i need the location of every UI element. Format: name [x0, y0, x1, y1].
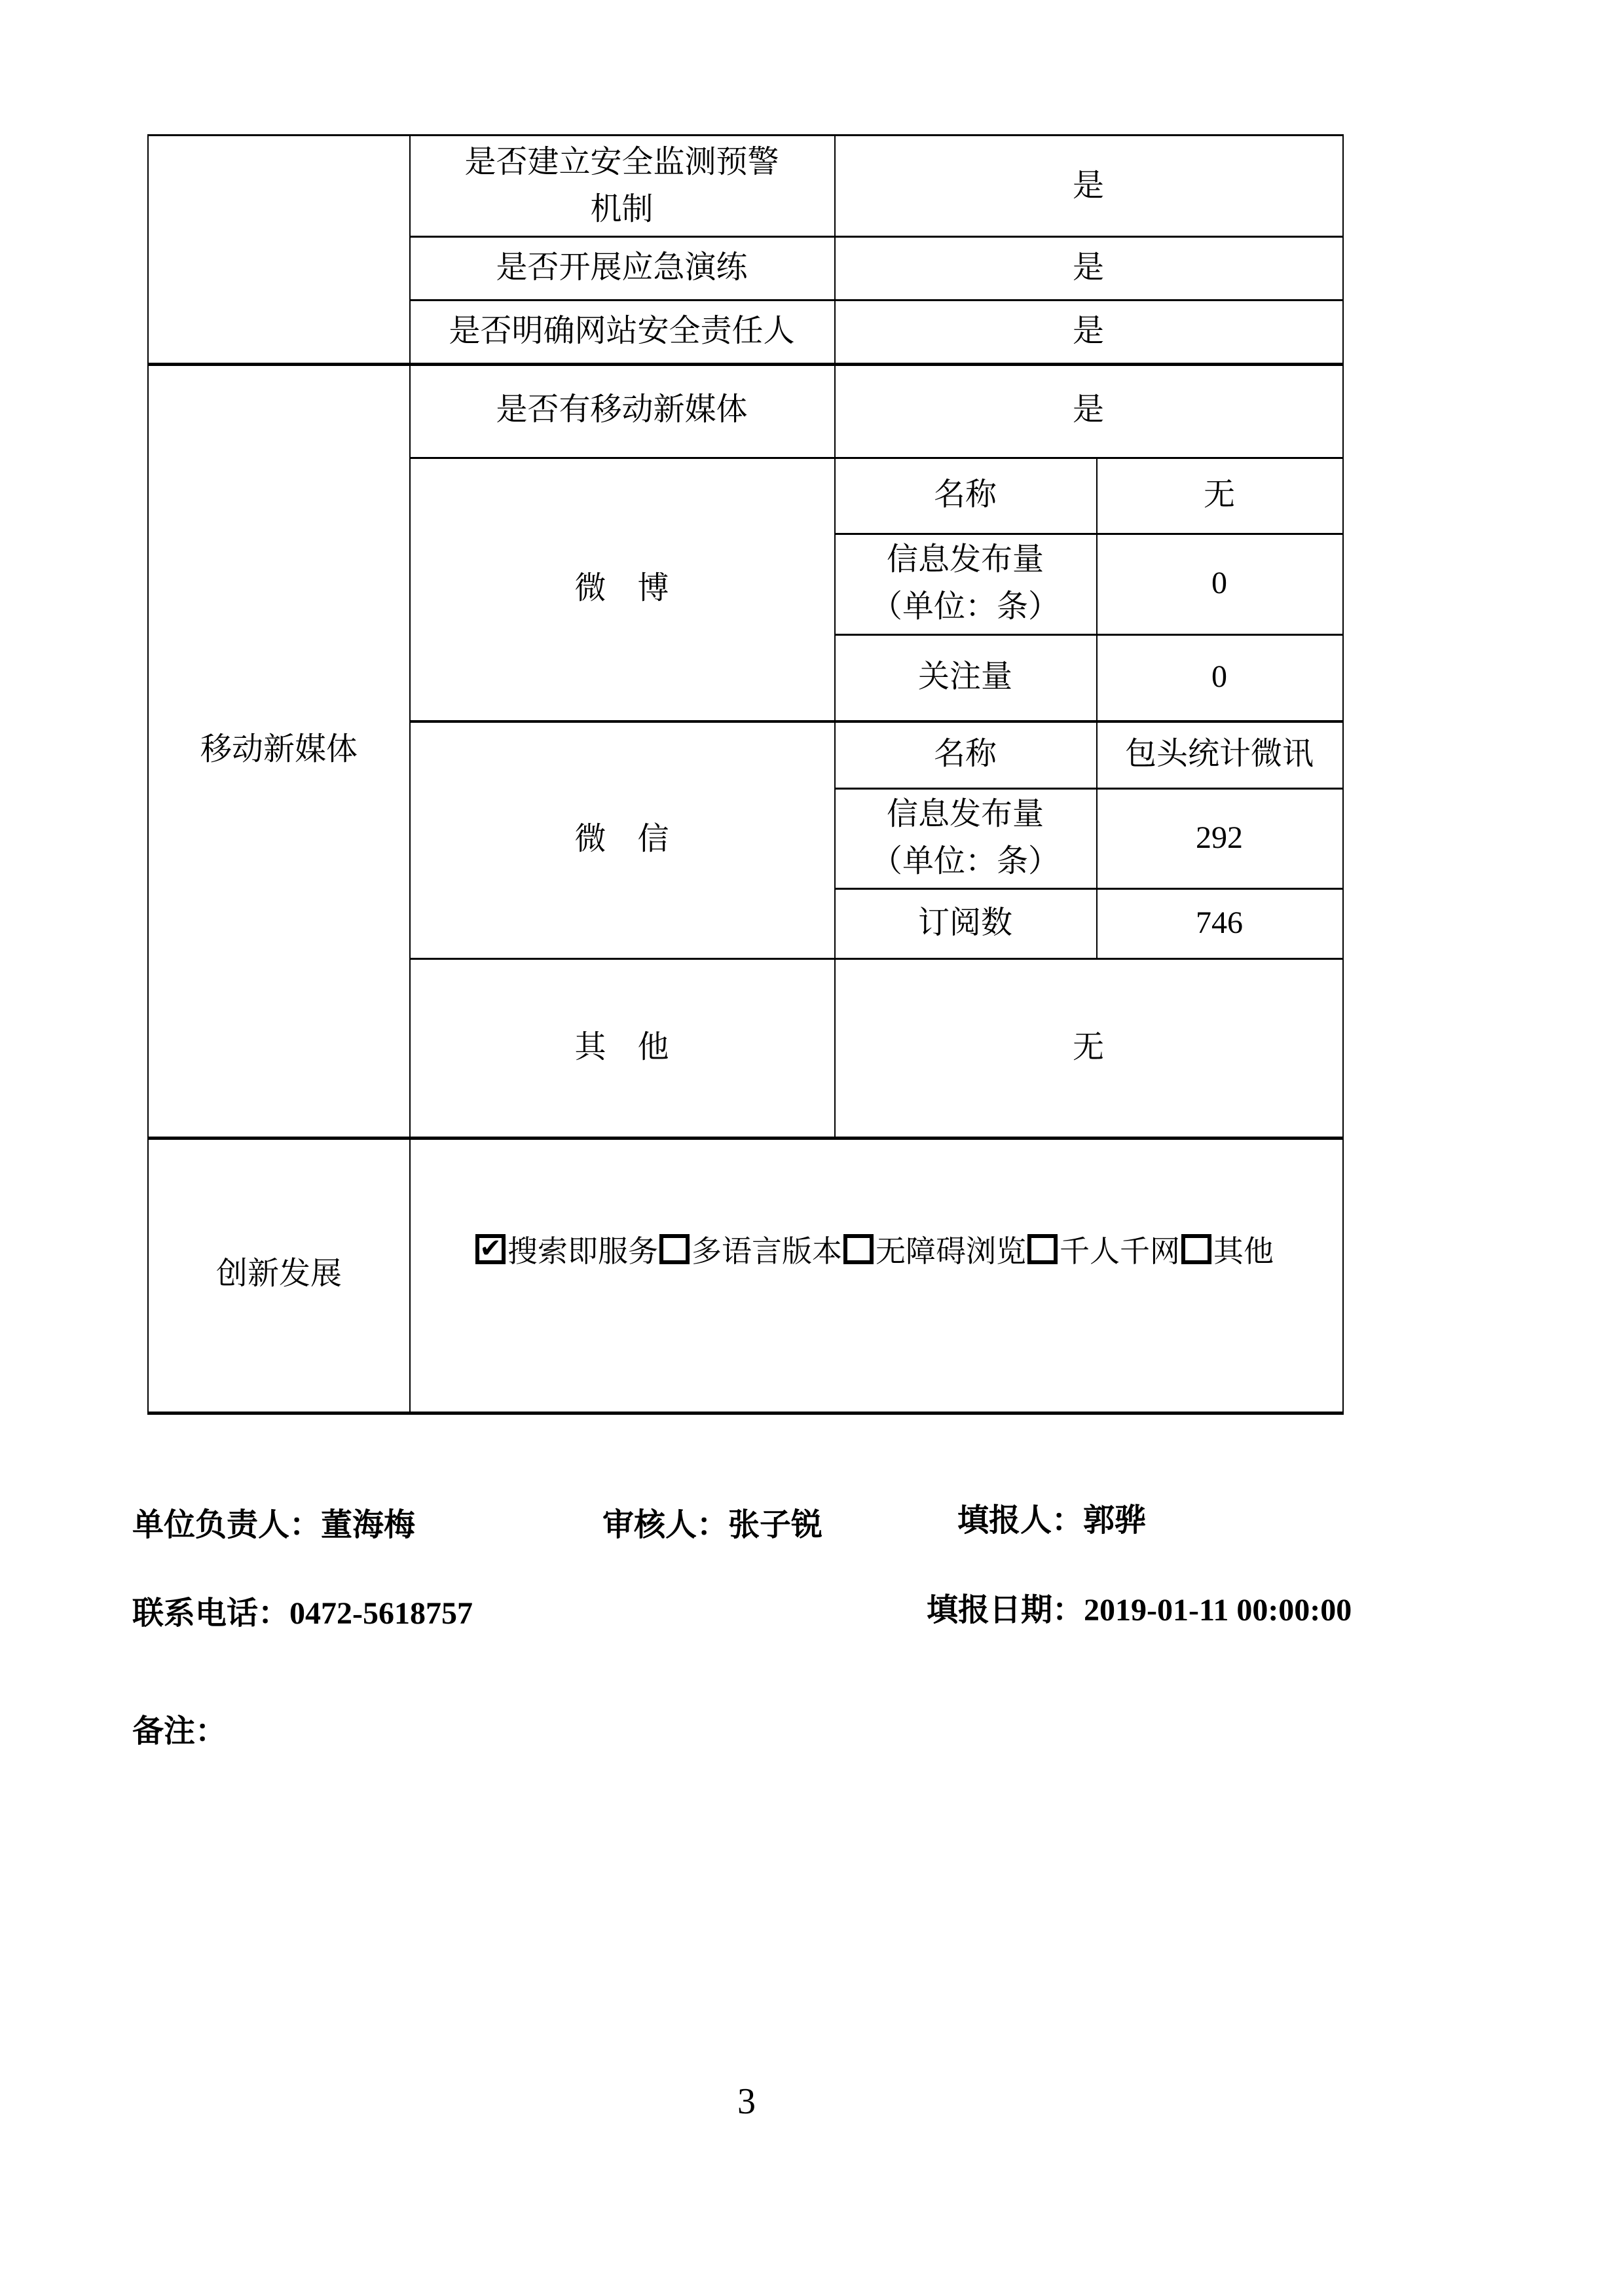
contact-phone: 联系电话：0472-5618757	[132, 1596, 473, 1631]
row-value-wechat-subscribers: 746	[1196, 905, 1243, 940]
fill-date: 填报日期：2019-01-11 00:00:00	[927, 1593, 1352, 1628]
row-label-line: 信息发布量	[886, 542, 1044, 577]
innovation-options-row	[474, 1230, 1274, 1269]
checkbox-checked-icon	[475, 1234, 506, 1264]
group-label-wechat: 微 信	[574, 821, 669, 856]
checkbox-label: 多语言版本	[692, 1235, 842, 1268]
checkbox-label: 其他	[1213, 1235, 1274, 1268]
row-label-weibo-name: 名称	[933, 477, 997, 513]
row-value-weibo-posts: 0	[1211, 566, 1227, 601]
checkbox-label: 无障碍浏览	[876, 1235, 1026, 1268]
filler: 填报人：郭骅	[957, 1503, 1147, 1538]
row-value-weibo-name: 无	[1203, 477, 1235, 513]
row-value-security-warning: 是	[1072, 168, 1104, 204]
row-label-security-warning	[409, 136, 834, 236]
row-value-has-mobile-media: 是	[1072, 392, 1104, 428]
checkbox-unchecked-icon	[1181, 1234, 1211, 1264]
row-label-security-responsible: 是否明确网站安全责任人	[449, 313, 795, 348]
reviewer: 审核人：张子锐	[602, 1508, 823, 1542]
row-label-has-mobile-media: 是否有移动新媒体	[496, 392, 748, 428]
check-mark-icon: ✔	[479, 1233, 502, 1264]
section-label-mobile-media: 移动新媒体	[200, 732, 358, 767]
checkbox-label: 搜索即服务	[507, 1235, 658, 1268]
checkbox-unchecked-icon	[659, 1234, 690, 1264]
responsible-person: 单位负责人：董海梅	[132, 1508, 416, 1542]
row-value-emergency-drill: 是	[1072, 249, 1104, 285]
row-value-weibo-followers: 0	[1211, 659, 1227, 695]
checkbox-label: 千人千网	[1060, 1235, 1180, 1268]
row-label-line: （单位：条）	[870, 843, 1060, 879]
remark-label: 备注：	[132, 1714, 227, 1749]
row-label-line: 信息发布量	[886, 796, 1044, 831]
row-label-line: 机制	[590, 192, 654, 227]
row-value-other-media: 无	[1072, 1029, 1104, 1065]
report-table	[147, 134, 1344, 1415]
row-label-wechat-subscribers: 订阅数	[917, 905, 1012, 940]
row-label-line: 是否建立安全监测预警	[464, 145, 779, 179]
row-label-emergency-drill: 是否开展应急演练	[496, 249, 748, 285]
row-label-weibo-followers: 关注量	[917, 659, 1012, 695]
section-label-innovation: 创新发展	[215, 1256, 342, 1292]
checkbox-unchecked-icon	[1027, 1234, 1058, 1264]
row-label-line: （单位：条）	[870, 589, 1060, 624]
checkbox-unchecked-icon	[843, 1234, 874, 1264]
group-label-weibo: 微 博	[574, 571, 669, 606]
row-value-security-responsible: 是	[1072, 313, 1104, 348]
row-value-wechat-posts: 292	[1196, 820, 1243, 855]
row-label-wechat-name: 名称	[933, 736, 997, 771]
row-value-wechat-name: 包头统计微讯	[1124, 736, 1314, 771]
row-label-wechat-posts	[834, 788, 1096, 888]
group-label-other-media: 其 他	[574, 1029, 669, 1065]
row-label-weibo-posts	[834, 533, 1096, 634]
page-number: 3	[737, 2081, 756, 2122]
